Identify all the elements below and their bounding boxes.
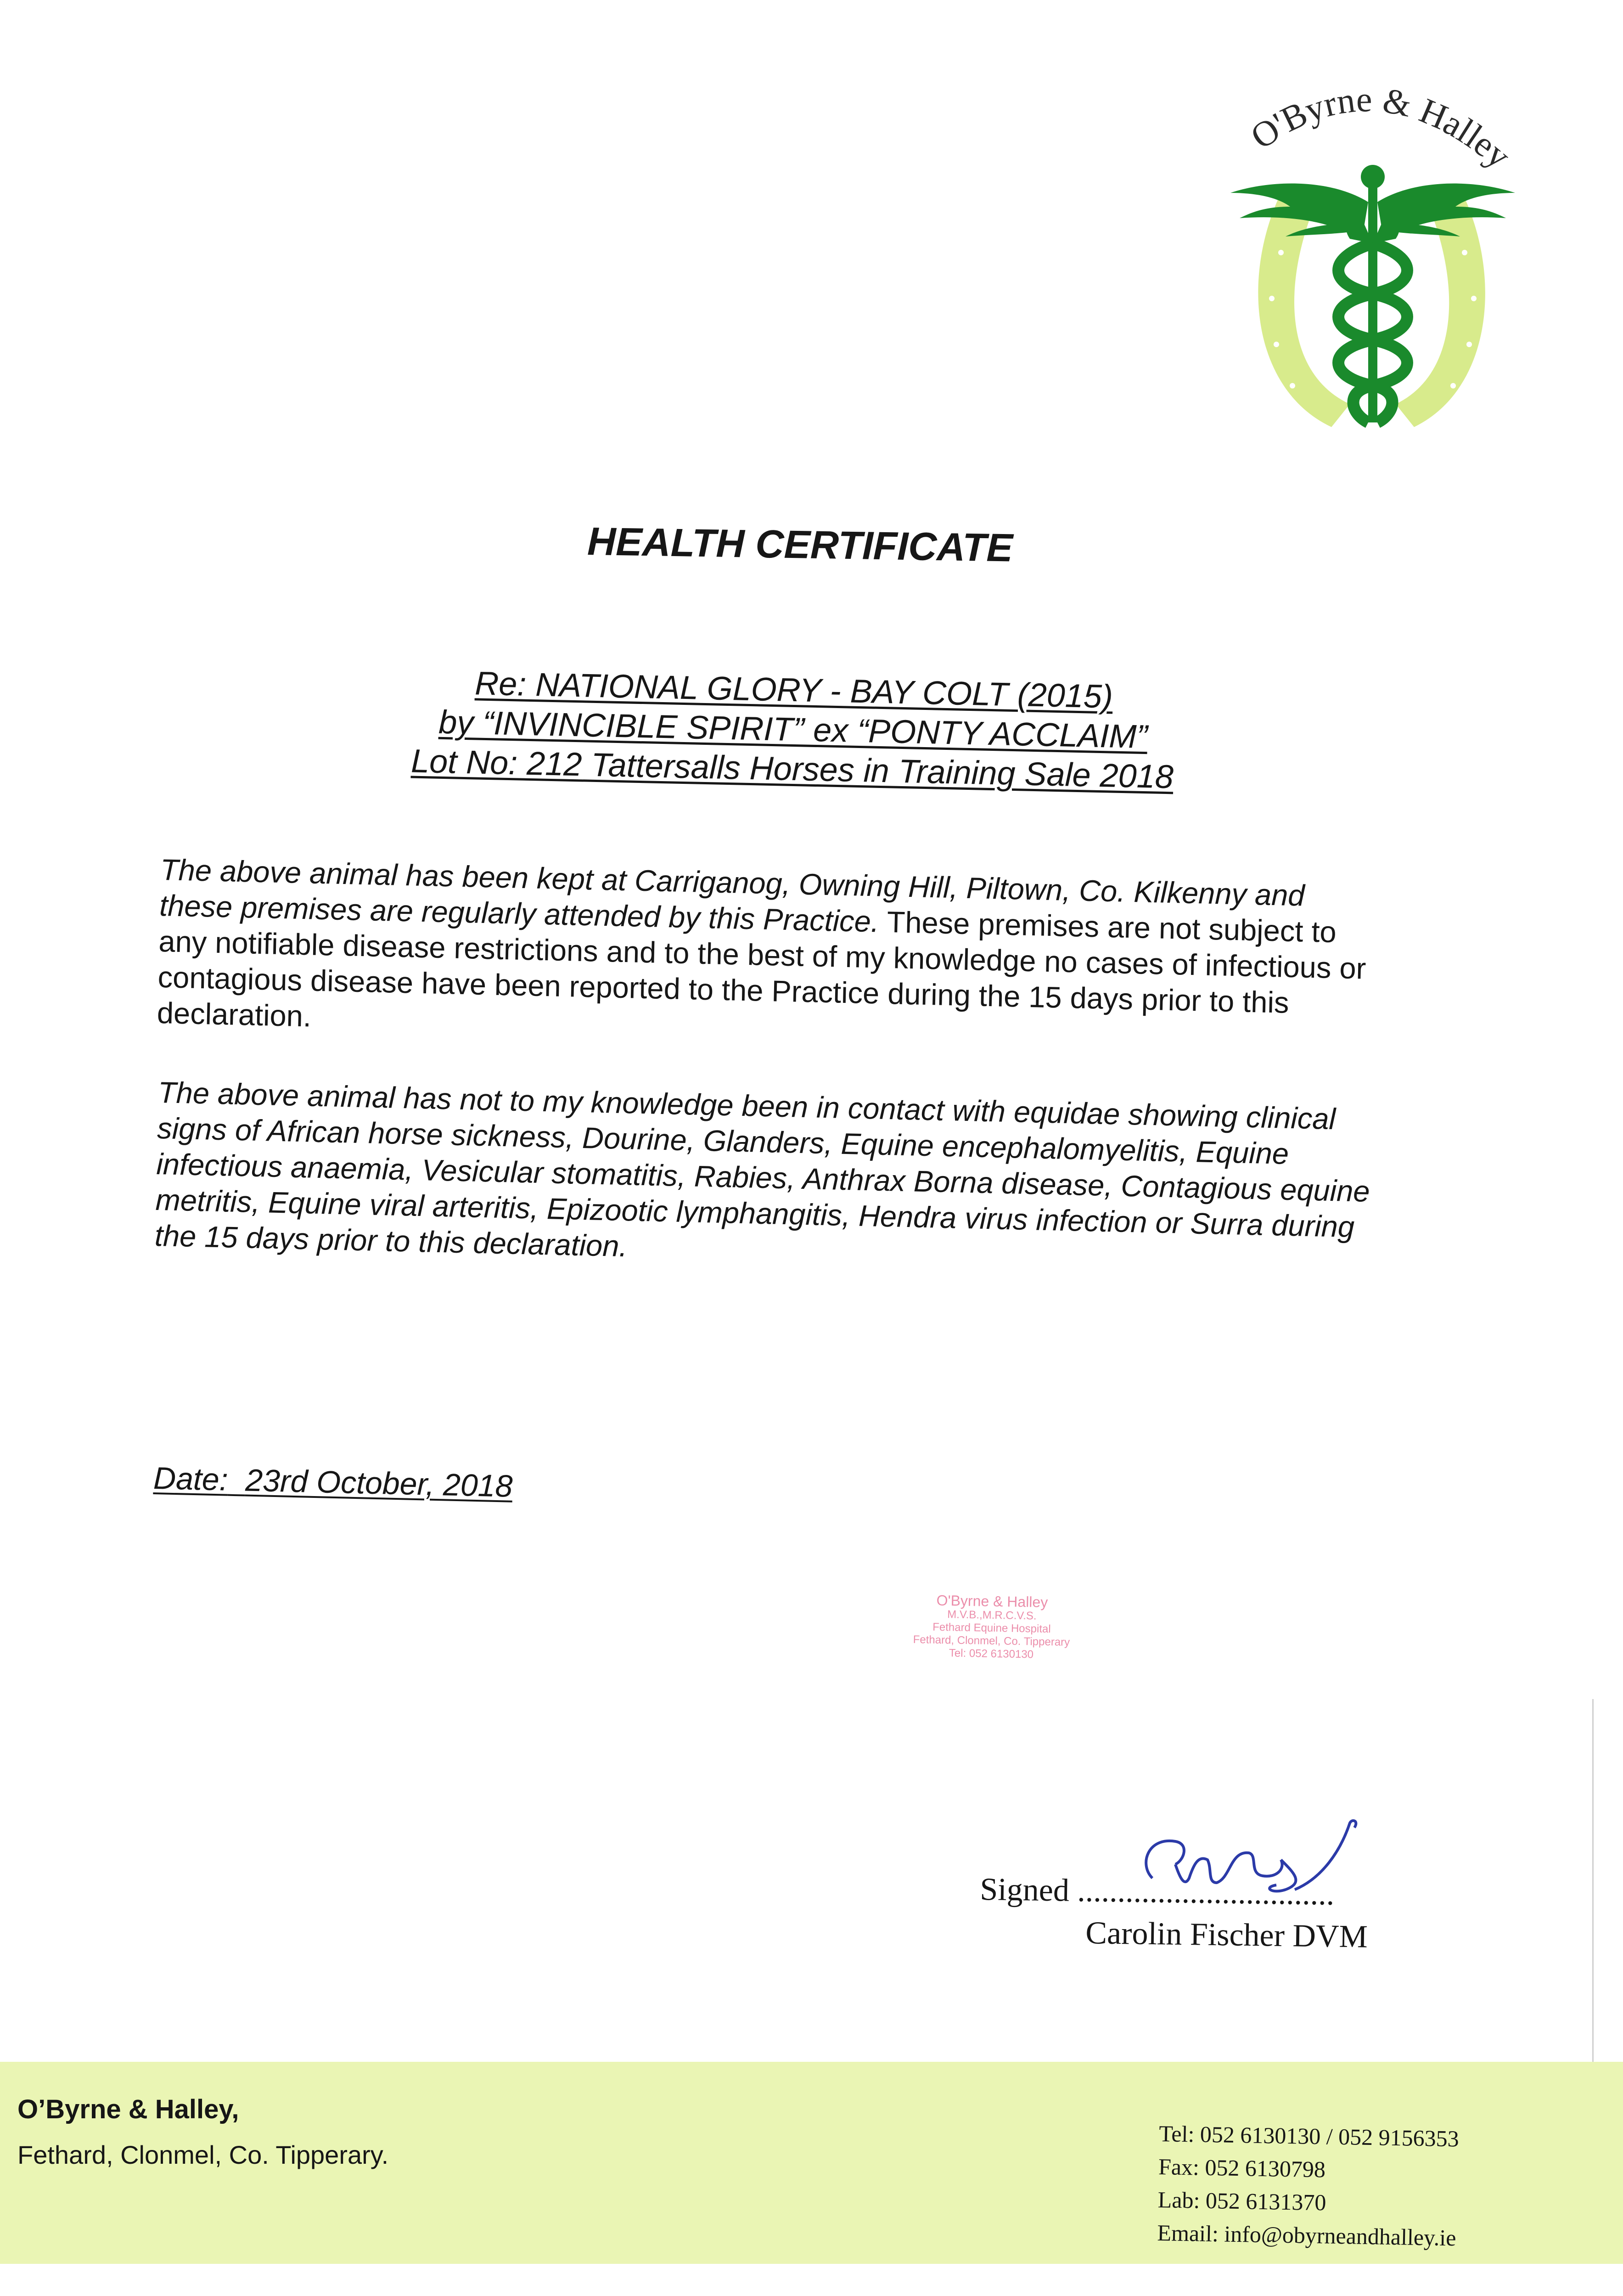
subject-line-pedigree: by “INVINCIBLE SPIRIT” ex “PONTY ACCLAIM” <box>438 703 1148 756</box>
signed-label: Signed <box>979 1872 1070 1908</box>
stamp-line: Fethard, Clonmel, Co. Tipperary <box>913 1633 1070 1649</box>
document-title: HEALTH CERTIFICATE <box>587 519 1013 570</box>
stamp-line: Fethard Equine Hospital <box>932 1621 1051 1636</box>
signature-dots: ................................ <box>1077 1873 1335 1912</box>
date-line <box>153 1460 513 1504</box>
handwritten-signature <box>1111 1809 1368 1915</box>
footer-contacts <box>1157 2117 1459 2254</box>
footer-fax: Fax: 052 6130798 <box>1158 2153 1326 2183</box>
paragraph-premises <box>157 852 1386 1058</box>
signer-name: Carolin Fischer DVM <box>1085 1915 1368 1955</box>
footer-address: Fethard, Clonmel, Co. Tipperary. <box>17 2140 389 2169</box>
practice-stamp <box>890 1592 1093 1662</box>
paragraph-contact-declaration: The above animal has not to my knowledge been in contact with equidae showing clinical signs of African horse sickness, Dourine, Glanders, Equine encephalomyelitis, Equine infectious anaemia, Vesicular stomatitis, Rabies, Anthrax Borna disease, Contagious equine metritis, Equine viral arteritis, Epizootic lymphangitis, Hendra virus infection or Surra during the 15 days prior to this declaration. <box>154 1075 1370 1263</box>
footer-tel: Tel: 052 6130130 / 052 9156353 <box>1158 2120 1460 2152</box>
practice-logo <box>1212 41 1533 445</box>
subject-line-horse: Re: NATIONAL GLORY - BAY COLT (2015) <box>474 665 1113 715</box>
stamp-line: Tel: 052 6130130 <box>949 1647 1034 1661</box>
caduceus-logo-icon <box>1212 41 1533 445</box>
subject-line-lot: Lot No: 212 Tattersalls Horses in Training Sale 2018 <box>410 743 1174 796</box>
date-label: Date: <box>153 1460 229 1497</box>
footer-practice-name: O’Byrne & Halley, <box>17 2094 239 2124</box>
subject-block <box>379 662 1207 798</box>
logo-text: O'Byrne & Halley <box>1243 79 1519 176</box>
stamp-line: M.V.B.,M.R.C.V.S. <box>947 1608 1037 1622</box>
footer-lab: Lab: 052 6131370 <box>1157 2186 1326 2216</box>
paragraph-premises-plain: These premises are not subject to any notifiable disease restrictions and to the best of my knowledge no cases of infectious or contagious disease have been reported to the Practice during the 15 days prior to this declaration. <box>157 905 1367 1033</box>
date-value: 23rd October, 2018 <box>245 1463 513 1504</box>
stamp-line: O'Byrne & Halley <box>936 1592 1048 1611</box>
paragraph-premises-italic: The above animal has been kept at Carriganog, Owning Hill, Piltown, Co. Kilkenny and these premises are regularly attended by this Practice. <box>159 852 1305 939</box>
footer-email: Email: info@obyrneandhalley.ie <box>1157 2219 1456 2251</box>
